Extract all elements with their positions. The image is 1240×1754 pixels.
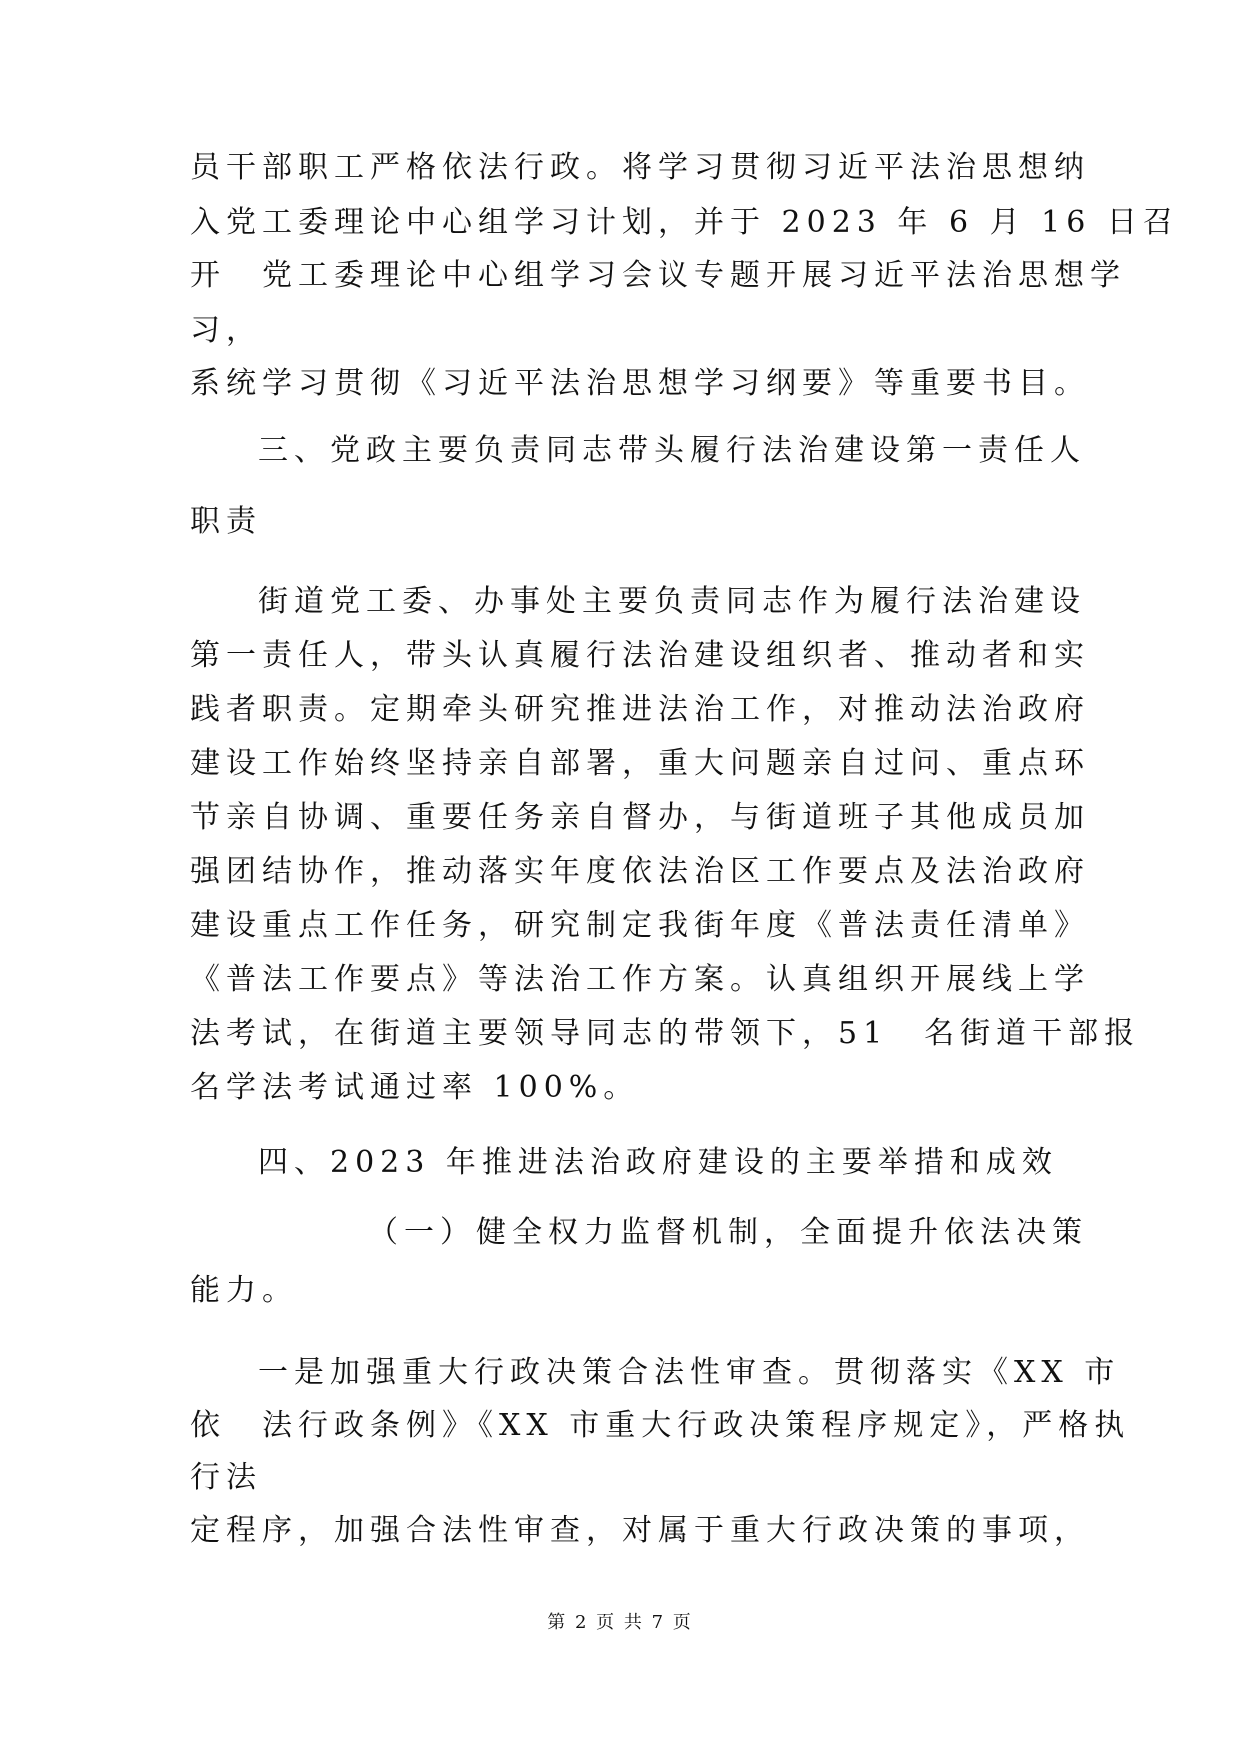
text-line-2: 入党工委理论中心组学习计划，并于 2023 年 6 月 16 日召 bbox=[190, 205, 1179, 240]
page-number-footer: 第 2 页 共 7 页 bbox=[547, 1612, 693, 1633]
text-line-23: 行法 bbox=[190, 1460, 262, 1495]
section-heading-4: 四、2023 年推进法治政府建设的主要举措和成效 bbox=[258, 1145, 1058, 1180]
text-line-1: 员干部职工严格依法行政。将学习贯彻习近平法治思想纳 bbox=[190, 150, 1090, 185]
text-line-16: 法考试，在街道主要领导同志的带领下，51 名街道干部报 bbox=[190, 1016, 1141, 1051]
text-line-24: 定程序，加强合法性审查，对属于重大行政决策的事项， bbox=[190, 1513, 1090, 1548]
text-line-8: 街道党工委、办事处主要负责同志作为履行法治建设 bbox=[258, 584, 1086, 619]
text-line-12: 节亲自协调、重要任务亲自督办，与街道班子其他成员加 bbox=[190, 800, 1090, 835]
text-line-3: 开 党工委理论中心组学习会议专题开展习近平法治思想学 bbox=[190, 258, 1126, 293]
text-line-9: 第一责任人，带头认真履行法治建设组织者、推动者和实 bbox=[190, 638, 1090, 673]
text-line-11: 建设工作始终坚持亲自部署，重大问题亲自过问、重点环 bbox=[190, 746, 1090, 781]
text-line-14: 建设重点工作任务，研究制定我街年度《普法责任清单》 bbox=[190, 908, 1090, 943]
subsection-heading-1: （一）健全权力监督机制，全面提升依法决策 bbox=[368, 1215, 1088, 1250]
section-heading-3-cont: 职责 bbox=[190, 504, 262, 539]
text-line-15: 《普法工作要点》等法治工作方案。认真组织开展线上学 bbox=[190, 962, 1090, 997]
text-line-17: 名学法考试通过率 100%。 bbox=[190, 1070, 640, 1105]
text-line-10: 践者职责。定期牵头研究推进法治工作，对推动法治政府 bbox=[190, 692, 1090, 727]
text-line-21: 一是加强重大行政决策合法性审查。贯彻落实《XX 市 bbox=[258, 1355, 1121, 1390]
text-line-13: 强团结协作，推动落实年度依法治区工作要点及法治政府 bbox=[190, 854, 1090, 889]
text-line-22: 依 法行政条例》《XX 市重大行政决策程序规定》，严格执 bbox=[190, 1408, 1131, 1443]
subsection-heading-1-cont: 能力。 bbox=[190, 1273, 298, 1308]
section-heading-3: 三、党政主要负责同志带头履行法治建设第一责任人 bbox=[258, 433, 1086, 468]
text-line-5: 系统学习贯彻《习近平法治思想学习纲要》等重要书目。 bbox=[190, 366, 1090, 401]
text-line-4: 习， bbox=[190, 313, 262, 348]
